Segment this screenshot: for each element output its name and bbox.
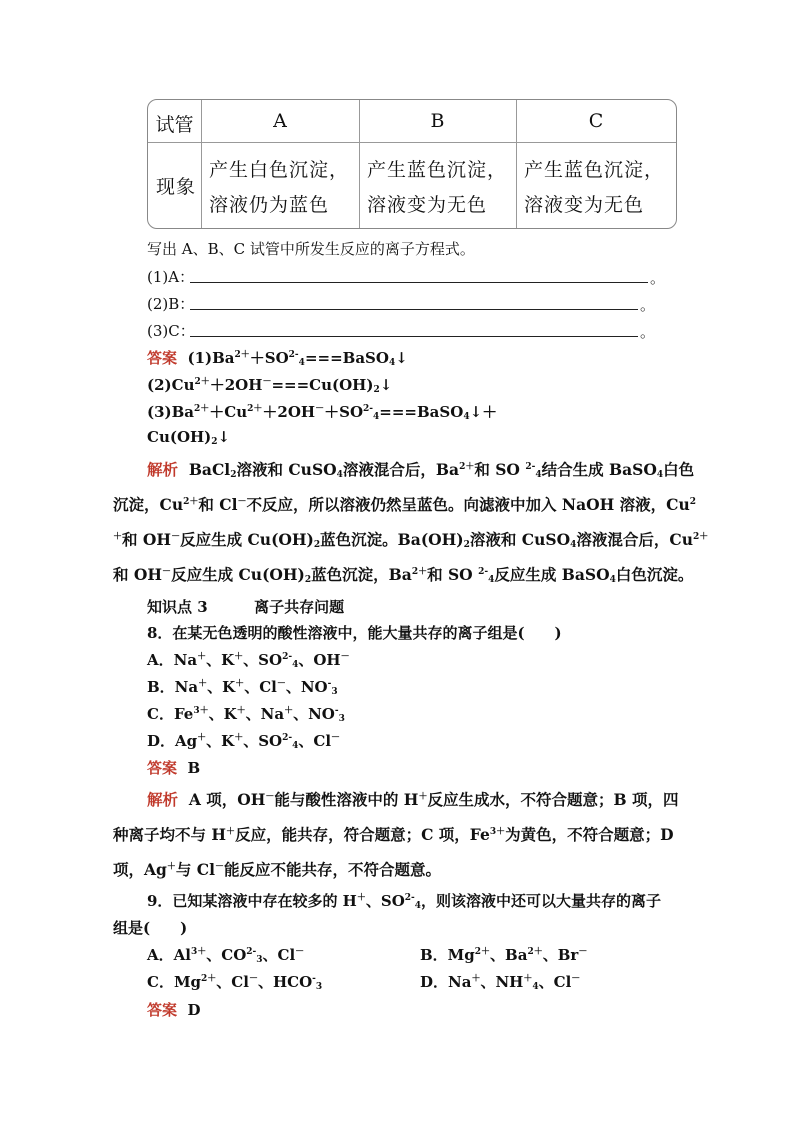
section-heading [147, 596, 344, 617]
section-label: 知识点 3 [147, 598, 208, 616]
answer-label: 答案 [147, 349, 178, 367]
table-cell: 产生蓝色沉淀， [367, 159, 508, 181]
table-header-cell: 试管 [155, 114, 194, 136]
answer-blank-line [190, 336, 638, 337]
blank-label: (1)A： [147, 268, 195, 286]
table-divider [148, 142, 676, 143]
option-a: A．Na＋、K＋、$SO^{2-}_4$、OH－ [147, 651, 350, 670]
table-header-cell: A [273, 110, 287, 132]
answer-line [147, 999, 200, 1020]
blank-label: (3)C： [147, 322, 195, 340]
answer-blank-line [190, 282, 648, 283]
analysis-line: 解析 BaCl$_2$溶液和 CuSO$_4$溶液混合后，$Ba^{2+}$和 SO $^{2-}_4$结合生成 BaSO$_4$白色 [147, 460, 695, 480]
answer-line [147, 757, 200, 778]
answer-line: $(2)Cu^{2+}+2OH^-===Cu(OH)_2↓$ [147, 376, 393, 395]
analysis-line: 解析 A 项，OH－能与酸性溶液中的 H＋反应生成水，不符合题意；B 项，四 [147, 790, 679, 809]
question-stem: 9．已知某溶液中存在较多的 H＋、$SO^{2-}_4$，则该溶液中还可以大量共存的离子 [147, 892, 662, 911]
question-stem: 组是( ) [113, 919, 188, 937]
blank-end: 。 [640, 296, 656, 314]
answer-label: 答案 [147, 759, 178, 777]
table-cell: 溶液仍为蓝色 [209, 194, 330, 216]
results-table [147, 99, 677, 229]
table-cell: 产生白色沉淀， [209, 159, 350, 181]
answer-value: D [187, 1001, 201, 1019]
option-b: B．$Mg^{2+}$、$Ba^{2+}$、Br－ [420, 946, 588, 964]
option-c: C．$Fe^{3+}$、K＋、Na＋、$NO^-_3$ [147, 705, 345, 724]
table-header-cell: C [588, 110, 604, 132]
answer-line: $Cu(OH)_2↓$ [147, 428, 231, 447]
analysis-line: 项，Ag＋与 Cl－能反应不能共存，不符合题意。 [113, 860, 442, 879]
option-b: B．Na＋、K＋、Cl－、$NO^-_3$ [147, 678, 338, 697]
option-d: D．Ag＋、K＋、$SO^{2-}_4$、Cl－ [147, 732, 341, 751]
answer-blank-line [190, 309, 638, 310]
analysis-line: 种离子均不与 H＋反应，能共存，符合题意；C 项，$Fe^{3+}$为黄色，不符合题意；D [113, 825, 674, 844]
blank-label: (2)B： [147, 295, 195, 313]
answer-line: $(3)Ba^{2+}+Cu^{2+}+2OH^-+SO^{2-}_4===BaSO_4↓+$ [147, 403, 498, 422]
analysis-line: 和 OH－反应生成 $Cu(OH)_2$蓝色沉淀，$Ba^{2+}$和 SO $^{2-}_4$反应生成 BaSO$_4$白色沉淀。 [113, 565, 694, 585]
answer-value: B [187, 759, 201, 777]
blank-end: 。 [640, 323, 656, 341]
analysis-line: 沉淀，$Cu^{2+}$和 Cl－不反应，所以溶液仍然呈蓝色。向滤液中加入 NaOH 溶液，Cu$^2$ [113, 495, 697, 514]
table-cell: 溶液变为无色 [367, 194, 488, 216]
table-cell: 产生蓝色沉淀， [524, 159, 665, 181]
table-row-label: 现象 [156, 176, 197, 198]
analysis-label: 解析 [147, 790, 179, 809]
option-d: D．Na＋、$NH^+_4$、Cl－ [420, 973, 581, 992]
table-header-cell: B [430, 110, 445, 132]
analysis-label: 解析 [147, 460, 179, 479]
answer-line: 答案 $(1)Ba^{2+}+SO^{2-}_4===BaSO_4↓$ [147, 349, 408, 368]
blank-end: 。 [650, 269, 666, 287]
answer-label: 答案 [147, 1001, 178, 1019]
question-stem: 8．在某无色透明的酸性溶液中，能大量共存的离子组是( ) [147, 624, 562, 642]
table-cell: 溶液变为无色 [524, 194, 645, 216]
option-a: A．$Al^{3+}$、$CO^{2-}_3$、Cl－ [147, 946, 305, 965]
option-c: C．$Mg^{2+}$、Cl－、$HCO^-_3$ [147, 973, 323, 992]
question-prompt: 写出 A、B、C 试管中所发生反应的离子方程式。 [147, 240, 475, 258]
analysis-line: ＋和 OH－反应生成 $Cu(OH)_2$蓝色沉淀。$Ba(OH)_2$溶液和 CuSO$_4$溶液混合后，$Cu^{2+}$ [113, 530, 709, 550]
section-title: 离子共存问题 [254, 598, 345, 616]
